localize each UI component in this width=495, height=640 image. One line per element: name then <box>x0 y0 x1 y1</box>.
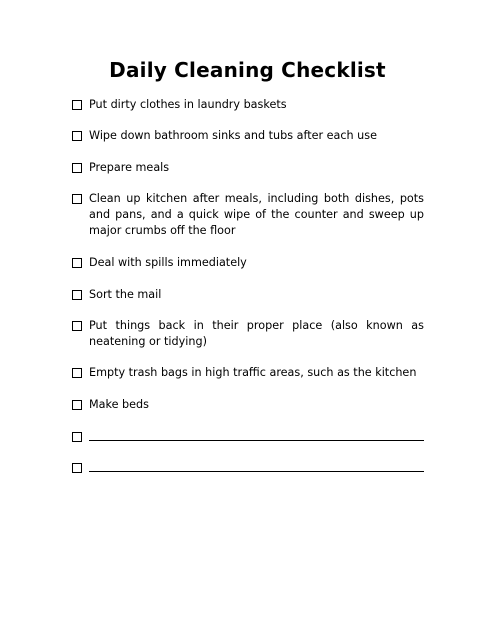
checkbox-icon[interactable] <box>72 432 82 442</box>
checkbox-icon[interactable] <box>72 463 82 473</box>
checkbox-icon[interactable] <box>72 400 82 410</box>
checklist-item-text: Prepare meals <box>89 161 170 174</box>
checklist-item <box>72 128 424 144</box>
checklist-item <box>72 160 424 176</box>
checklist-blank-item <box>72 429 424 442</box>
checklist-item <box>72 365 424 381</box>
checklist-item-text: Clean up kitchen after meals, including both dishes, pots and pans, and a quick wipe of the counter and sweep up major crumbs off the floor <box>89 192 424 237</box>
checklist-item-text: Put things back in their proper place (also known as neatening or tidying) <box>89 319 424 348</box>
checkbox-icon[interactable] <box>72 100 82 110</box>
blank-write-in-line[interactable] <box>89 429 424 441</box>
checkbox-icon[interactable] <box>72 368 82 378</box>
checkbox-icon[interactable] <box>72 163 82 173</box>
checklist-item <box>72 191 424 239</box>
checklist-blank-item <box>72 460 424 473</box>
checkbox-icon[interactable] <box>72 321 82 331</box>
checkbox-icon[interactable] <box>72 131 82 141</box>
page-title: Daily Cleaning Checklist <box>109 58 386 82</box>
checklist-item-text: Deal with spills immediately <box>89 256 247 269</box>
checkbox-icon[interactable] <box>72 258 82 268</box>
checklist-item <box>72 397 424 413</box>
checklist-item-text: Wipe down bathroom sinks and tubs after each use <box>89 129 377 142</box>
checklist-item-text: Make beds <box>89 398 149 411</box>
checkbox-icon[interactable] <box>72 194 82 204</box>
checklist-item-text: Sort the mail <box>89 288 162 301</box>
blank-write-in-line[interactable] <box>89 460 424 472</box>
checklist-item <box>72 255 424 271</box>
checklist-item <box>72 97 424 113</box>
checklist-item <box>72 318 424 350</box>
checklist-item-text: Empty trash bags in high traffic areas, such as the kitchen <box>89 366 417 379</box>
checklist-item-text: Put dirty clothes in laundry baskets <box>89 98 287 111</box>
checkbox-icon[interactable] <box>72 290 82 300</box>
checklist-item <box>72 287 424 303</box>
